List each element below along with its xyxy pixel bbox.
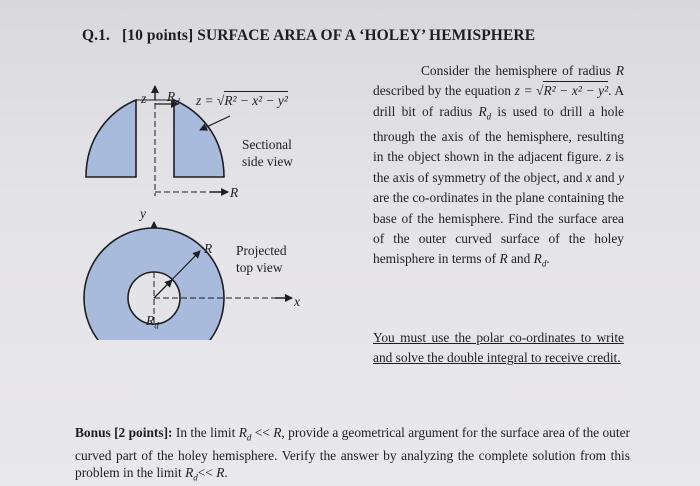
projected-top-view (84, 222, 292, 340)
rd-label-top-view: $R_d$ (146, 313, 159, 331)
figure-drawing (70, 80, 370, 340)
y-axis-label: y (140, 206, 146, 221)
sectional-label-2: side view (242, 154, 293, 169)
problem-statement: Consider the hemisphere of radius R described by the equation z = √R² − x² − y². A drill bit of radius $R_d$ is used to drill a hole through the axis of the hemisphere, resulting in the object shown in the adjacent figure. z is the axis of symmetry of the object, and x and y are the co-ordinates in the plane containing the base of the hemisphere. Find the surface area of the outer curved surface of the holey hemisphere in terms of R and $R_d$. (373, 63, 625, 269)
left-shell-section (86, 100, 136, 177)
figure-equation: z = √R² − x² − y² (196, 93, 288, 108)
hemisphere-figure (70, 80, 370, 345)
r-label-top-view: R (204, 241, 213, 256)
z-axis-label: z (141, 91, 147, 106)
question-heading (82, 27, 535, 45)
polar-coordinates-requirement: You must use the polar co-ordinates to write and solve the double integral to receive credit. (373, 330, 624, 366)
rd-label-side: $R_d$ (167, 89, 180, 107)
question-title: [10 points] SURFACE AREA OF A ‘HOLEY’ HEMISPHERE (121, 27, 536, 44)
question-number: Q.1. (82, 27, 110, 44)
projected-label-2: top view (236, 260, 283, 275)
r-axis-label-side: R (230, 185, 239, 200)
right-shell-section (174, 100, 224, 177)
inline-equation: z = √R² − x² − y² (514, 83, 609, 99)
sectional-label-1: Sectional (242, 137, 292, 152)
bonus-question: Bonus [2 points]: In the limit $R_d << R$, provide a geometrical argument for the surface area of the outer curved part of the holey hemisphere. Verify the answer by analyzing the complete solution from this problem in the limit $R_d<< R$. (75, 425, 630, 483)
projected-label-1: Projected (236, 243, 287, 258)
x-axis-label: x (294, 294, 300, 309)
